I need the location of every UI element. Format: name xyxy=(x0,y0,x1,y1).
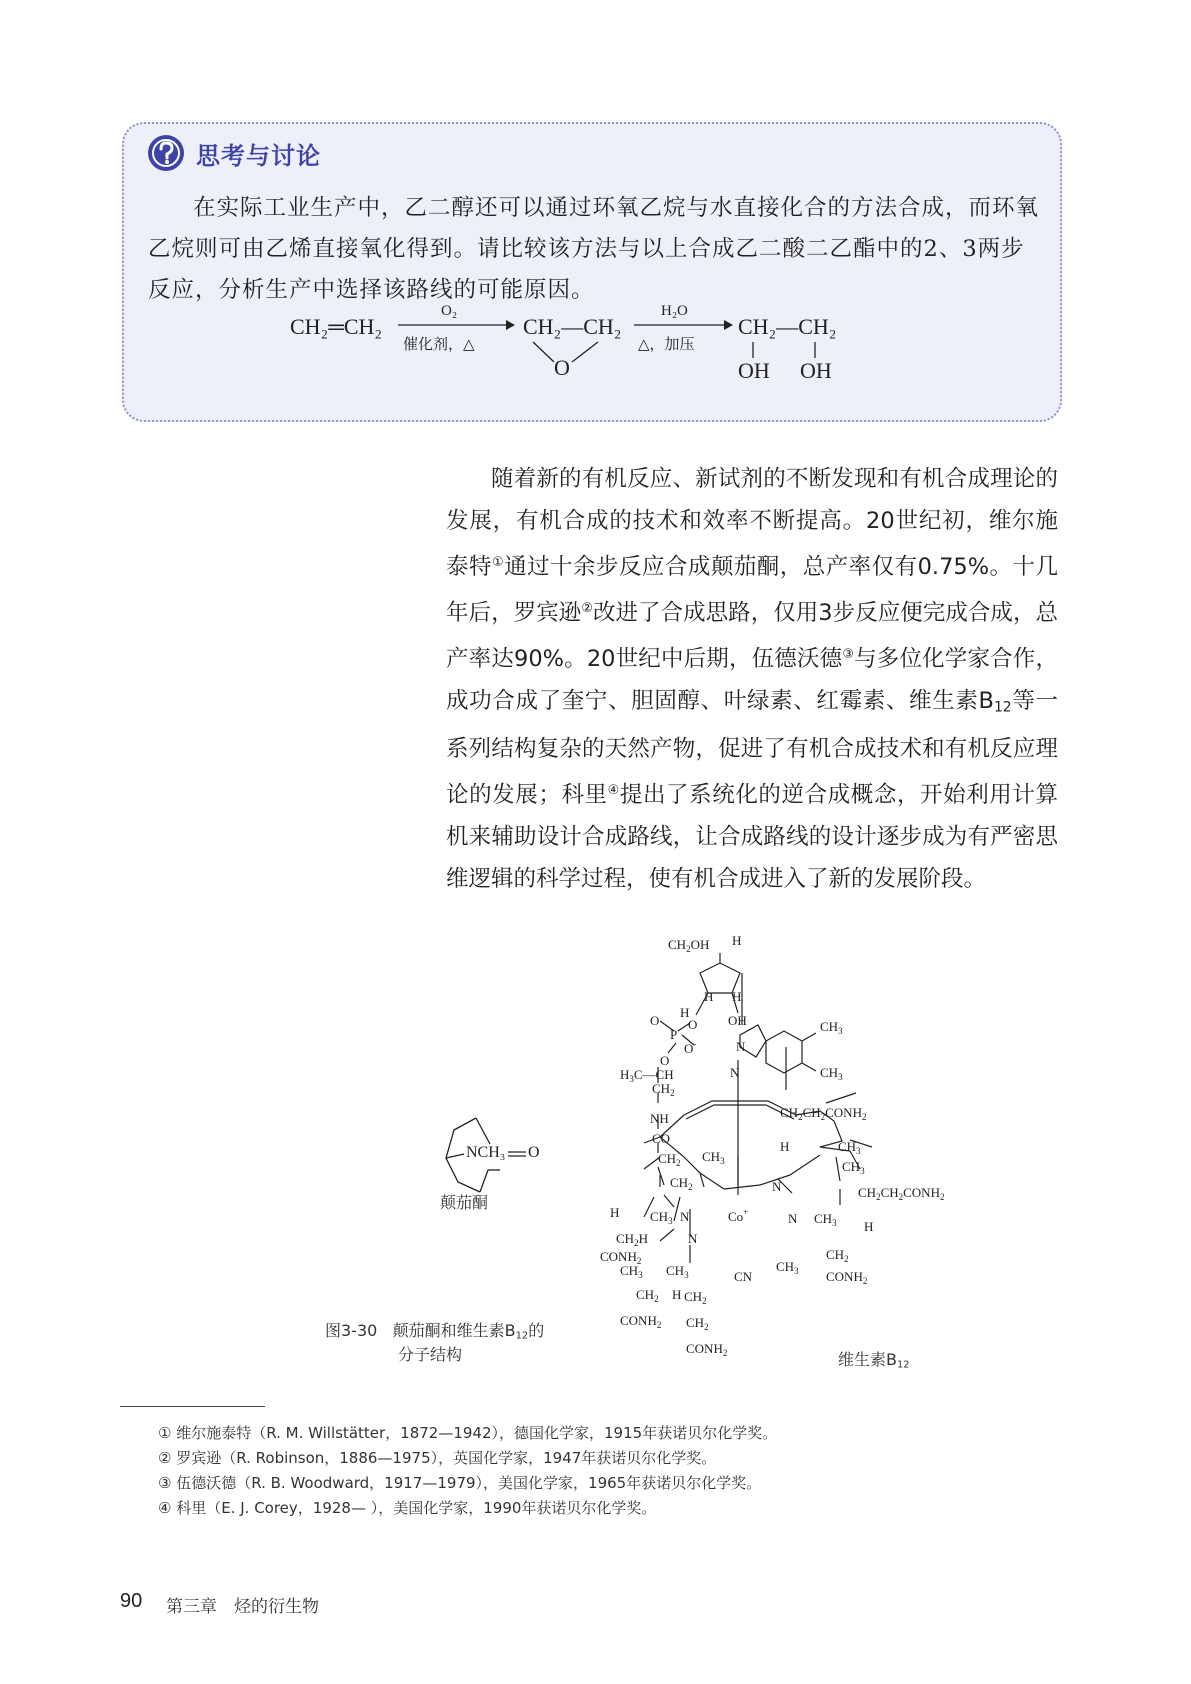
main-paragraph-text xyxy=(446,458,1058,900)
eq-arrow2 xyxy=(634,318,734,332)
footnote-divider xyxy=(120,1406,265,1407)
svg-text:CH3: $CH_3$ xyxy=(702,1149,725,1166)
eq-arrow2-bottom: △，加压 xyxy=(638,335,695,353)
svg-text:CH2: $CH_2$ xyxy=(658,1151,681,1168)
main-paragraph xyxy=(446,458,1058,900)
eq-intermediate: CH₂—CH₂ xyxy=(523,314,622,339)
svg-text:CH3: $CH_3$ xyxy=(776,1259,799,1276)
svg-text:N: N xyxy=(788,1211,798,1226)
svg-text:CH2: $CH_2$ xyxy=(826,1247,849,1264)
tropinone-label: 颠茄酮 xyxy=(440,1193,489,1212)
eq-product: CH₂—CH₂ xyxy=(738,314,837,339)
svg-text:H3C—CH: $H_3C—CH$ xyxy=(620,1067,674,1084)
footnote-mark-1: ① xyxy=(491,555,505,570)
eq-reactant: CH₂═CH₂ xyxy=(290,314,383,339)
footnote-3: ③ 伍德沃德（R. B. Woodward，1917—1979），美国化学家，1965年获诺贝尔化学奖。 xyxy=(158,1474,762,1492)
svg-text:H: H xyxy=(704,989,714,1004)
svg-text:O-: O- xyxy=(684,1039,697,1056)
svg-text:CH2: $CH_2$ xyxy=(652,1081,675,1098)
footnote-mark-4: ④ xyxy=(607,783,620,799)
svg-text:H: H xyxy=(672,1287,682,1302)
svg-text:CH3: $CH_3$ xyxy=(820,1019,843,1036)
page-number: 90 xyxy=(120,1590,143,1612)
think-discuss-title: 思考与讨论 xyxy=(196,141,321,170)
svg-text:CONH2: $CONH_2$ xyxy=(620,1313,662,1330)
eq-epoxide-o: O xyxy=(554,355,570,380)
svg-text:CH3: $CH_3$ xyxy=(842,1159,865,1176)
svg-text:H: H xyxy=(732,989,742,1004)
main-text-part6: 提出了系统化的逆合成概念，开始利用计算机来辅助设计合成路线，让合成路线的设计逐步成为有严密思维逻辑的科学过程，使有机合成进入了新的发展阶段。 xyxy=(446,782,1058,893)
svg-text:CH2: $CH_2$ xyxy=(684,1289,707,1306)
svg-text:OH: OH xyxy=(728,1013,747,1028)
svg-text:O: O xyxy=(650,1013,660,1028)
svg-text:CH3: $CH_3$ xyxy=(838,1139,861,1156)
svg-text:NH: NH xyxy=(650,1111,669,1126)
vitamin-b12-structure xyxy=(600,925,1060,1365)
svg-text:H: H xyxy=(610,1205,620,1220)
svg-text:CONH2: $CONH_2$ xyxy=(826,1269,868,1286)
eq-arrow1 xyxy=(398,318,516,332)
main-text-part3: 改进了合成思路，仅用3步反应便完成合成，总产率达90%。20世纪中后期，伍德沃德 xyxy=(446,600,1058,672)
think-discuss-text xyxy=(148,188,1042,311)
svg-text:CO: CO xyxy=(652,1131,671,1146)
svg-text:N: N xyxy=(736,1039,746,1054)
think-paragraph: 在实际工业生产中，乙二醇还可以通过环氧乙烷与水直接化合的方法合成，而环氧乙烷则可由乙烯直接氧化得到。请比较该方法与以上合成乙二酸二乙酯中的2、3两步反应，分析生产中选择该路线的可能原因。 xyxy=(148,195,1040,303)
svg-text:N: N xyxy=(772,1179,782,1194)
svg-text:CH3: $CH_3$ xyxy=(814,1211,837,1228)
caption-number: 图3-30 xyxy=(325,1321,378,1340)
figure-caption xyxy=(325,1318,544,1341)
question-bubble-icon xyxy=(146,133,186,173)
main-text-part1: 随着新的有机反应、新试剂的不断发现和有机合成理论的发展，有机合成的技术和效率不断提高。20世纪初，维尔施泰特 xyxy=(446,466,1058,580)
svg-text:CH2OH: $CH_2OH$ xyxy=(668,937,710,954)
tropinone-o: O xyxy=(528,1144,540,1161)
svg-text:CONH2: $CONH_2$ xyxy=(600,1249,642,1266)
eq-product-oh1: OH xyxy=(738,358,770,383)
caption-line1-end: 的 xyxy=(528,1321,545,1340)
footnote-4: ④ 科里（E. J. Corey，1928— ），美国化学家，1990年获诺贝尔化学奖。 xyxy=(158,1499,657,1517)
svg-text:CH2: $CH_2$ xyxy=(670,1175,693,1192)
eq-arrow1-bottom: 催化剂，△ xyxy=(403,335,475,353)
svg-text:H: H xyxy=(864,1219,874,1234)
svg-text:H: H xyxy=(732,933,742,948)
svg-text:CH2CH2CONH2: $CH_2CH_2CONH_2$ xyxy=(780,1105,867,1122)
svg-text:N: N xyxy=(730,1065,740,1080)
chapter-title: 第三章 烃的衍生物 xyxy=(166,1597,319,1617)
svg-text:CH2: $CH_2$ xyxy=(636,1287,659,1304)
b12-subscript: 12 xyxy=(993,699,1012,716)
think-discuss-header xyxy=(146,133,321,173)
b12-label xyxy=(838,1347,910,1370)
svg-text:H: H xyxy=(680,1005,690,1020)
footnote-mark-2: ② xyxy=(581,601,593,616)
svg-text:CH3: $CH_3$ xyxy=(650,1209,673,1226)
svg-text:CH3: $CH_3$ xyxy=(666,1263,689,1280)
eq-product-bonds xyxy=(740,340,830,360)
svg-text:O: O xyxy=(660,1053,670,1068)
figure-caption-line2: 分子结构 xyxy=(398,1345,463,1364)
b12-label-text: 维生素B xyxy=(838,1350,897,1369)
svg-text:CH2CH2CONH2: $CH_2CH_2CONH_2$ xyxy=(858,1185,945,1202)
svg-text:CN: CN xyxy=(734,1269,753,1284)
svg-text:N: N xyxy=(688,1231,698,1246)
svg-text:N: N xyxy=(680,1209,690,1224)
main-text-part5: 等一系列结构复杂的天然产物，促进了有机合成技术和有机反应理论的发展；科里 xyxy=(446,688,1058,809)
svg-text:H: H xyxy=(780,1139,790,1154)
svg-text:CH3: $CH_3$ xyxy=(820,1065,843,1082)
tropinone-nch3: NCH₃ xyxy=(466,1144,506,1161)
svg-text:O: O xyxy=(688,1017,698,1032)
svg-text:CONH2: $CONH_2$ xyxy=(686,1341,728,1358)
svg-text:CH2H: $CH_2H$ xyxy=(616,1231,648,1248)
svg-text:CH2: $CH_2$ xyxy=(686,1315,709,1332)
caption-line1: 颠茄酮和维生素B xyxy=(392,1321,516,1340)
svg-text:P: P xyxy=(670,1027,678,1042)
caption-subscript: 12 xyxy=(515,1330,529,1342)
svg-text:Co+: Co+ xyxy=(728,1207,749,1224)
main-text-part4: 与多位化学家合作，成功合成了奎宁、胆固醇、叶绿素、红霉素、维生素B xyxy=(446,646,1058,714)
eq-product-oh2: OH xyxy=(800,358,832,383)
b12-label-subscript: 12 xyxy=(896,1359,910,1371)
footnote-1: ① 维尔施泰特（R. M. Willstätter，1872—1942），德国化学家，1915年获诺贝尔化学奖。 xyxy=(158,1424,778,1442)
main-text-part2: 通过十余步反应合成颠茄酮，总产率仅有0.75%。十几年后，罗宾逊 xyxy=(446,554,1058,626)
eq-arrow1-top: O₂ xyxy=(441,303,458,319)
svg-text:CH3: $CH_3$ xyxy=(620,1263,643,1280)
eq-arrow2-top: H₂O xyxy=(661,303,688,319)
footnote-mark-3: ③ xyxy=(842,647,855,662)
footnote-2: ② 罗宾逊（R. Robinson，1886—1975），英国化学家，1947年获诺贝尔化学奖。 xyxy=(158,1449,717,1467)
